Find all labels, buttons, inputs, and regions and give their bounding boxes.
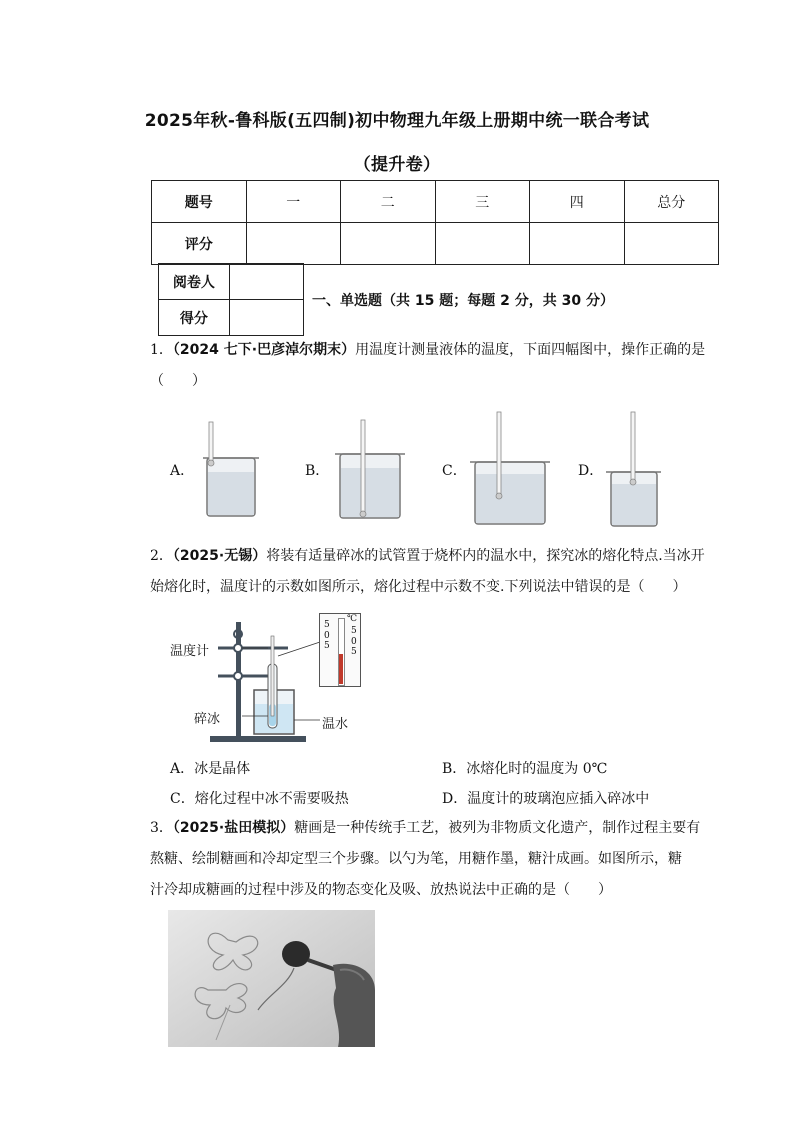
question-number: 2．: [150, 548, 173, 564]
exam-subtitle: （提升卷）: [353, 155, 441, 175]
option-label-b: B．: [305, 463, 330, 479]
option-b[interactable]: B．冰熔化时的温度为 0℃: [442, 761, 608, 777]
option-label-c: C．: [442, 463, 467, 479]
score-cell[interactable]: [624, 223, 719, 265]
question-2: [150, 541, 722, 603]
question-text-line3: 汁冷却成糖画的过程中涉及的物态变化及吸、放热说法中正确的是（ ）: [150, 882, 612, 898]
question-number: 1．: [150, 342, 173, 358]
score-header-cell: 总分: [624, 181, 719, 223]
beaker-d-figure: [606, 412, 661, 526]
section-title: 一、单选题（共 15 题；每题 2 分，共 30 分）: [312, 293, 614, 309]
score-header-cell: 一: [246, 181, 341, 223]
grader-table: [158, 263, 304, 336]
option-label-a: A．: [170, 463, 195, 479]
thermometer-scale-inset: [319, 613, 361, 687]
thermometer-label: 温度计: [170, 644, 210, 659]
question-text-line1: 将装有适量碎冰的试管置于烧杯内的温水中，探究冰的熔化特点.当冰开: [266, 548, 705, 564]
option-label-d: D．: [578, 463, 604, 479]
beaker-figures: [195, 410, 665, 530]
question-1: [150, 335, 722, 397]
question-text-line2: 始熔化时，温度计的示数如图所示，熔化过程中示数不变.下列说法中错误的是（ ）: [150, 579, 687, 595]
score-cell[interactable]: [341, 223, 436, 265]
question-text: 用温度计测量液体的温度，下面四幅图中，操作正确的是: [355, 342, 706, 358]
beaker-b-figure: [335, 420, 405, 518]
celsius-unit: ℃: [347, 614, 358, 624]
question-source: （2024 七下·巴彦淖尔期末）: [172, 342, 356, 358]
grader-score-label: 得分: [159, 300, 230, 336]
option-c[interactable]: C．熔化过程中冰不需要吸热: [170, 791, 349, 807]
beaker-c-figure: [470, 412, 550, 524]
thermometer-liquid: [339, 654, 343, 684]
beaker-a-figure: [203, 422, 259, 516]
grader-label: 阅卷人: [159, 264, 230, 300]
question-source: （2025·无锡）: [172, 548, 267, 564]
option-a[interactable]: A．冰是晶体: [170, 761, 251, 777]
question-text-line2: 熬糖、绘制糖画和冷却定型三个步骤。以勺为笔，用糖作墨，糖汁成画。如图所示，糖: [150, 851, 682, 867]
water-label: 温水: [322, 717, 349, 732]
score-header-cell: 四: [530, 181, 625, 223]
score-table: [151, 180, 719, 265]
question-text-line1: 糖画是一种传统手工艺，被列为非物质文化遗产，制作过程主要有: [294, 820, 701, 836]
sugar-painting-photo: [168, 910, 375, 1047]
scale-numbers-right: 5 0 5: [351, 626, 357, 657]
score-header-cell: 二: [341, 181, 436, 223]
question-3: [150, 813, 722, 906]
answer-blank: （ ）: [150, 373, 206, 389]
score-header-cell: 题号: [152, 181, 247, 223]
ice-label: 碎冰: [194, 712, 221, 727]
scale-numbers: 5 0 5: [324, 620, 330, 651]
grader-score-cell[interactable]: [229, 300, 303, 336]
option-d[interactable]: D．温度计的玻璃泡应插入碎冰中: [442, 791, 650, 807]
exam-title: 2025年秋-鲁科版(五四制)初中物理九年级上册期中统一联合考试: [144, 111, 650, 131]
score-cell[interactable]: [435, 223, 530, 265]
score-cell[interactable]: [246, 223, 341, 265]
grader-cell[interactable]: [229, 264, 303, 300]
question-number: 3．: [150, 820, 173, 836]
score-header-cell: 三: [435, 181, 530, 223]
score-cell[interactable]: [530, 223, 625, 265]
question-source: （2025·盐田模拟）: [172, 820, 295, 836]
score-row-label: 评分: [152, 223, 247, 265]
